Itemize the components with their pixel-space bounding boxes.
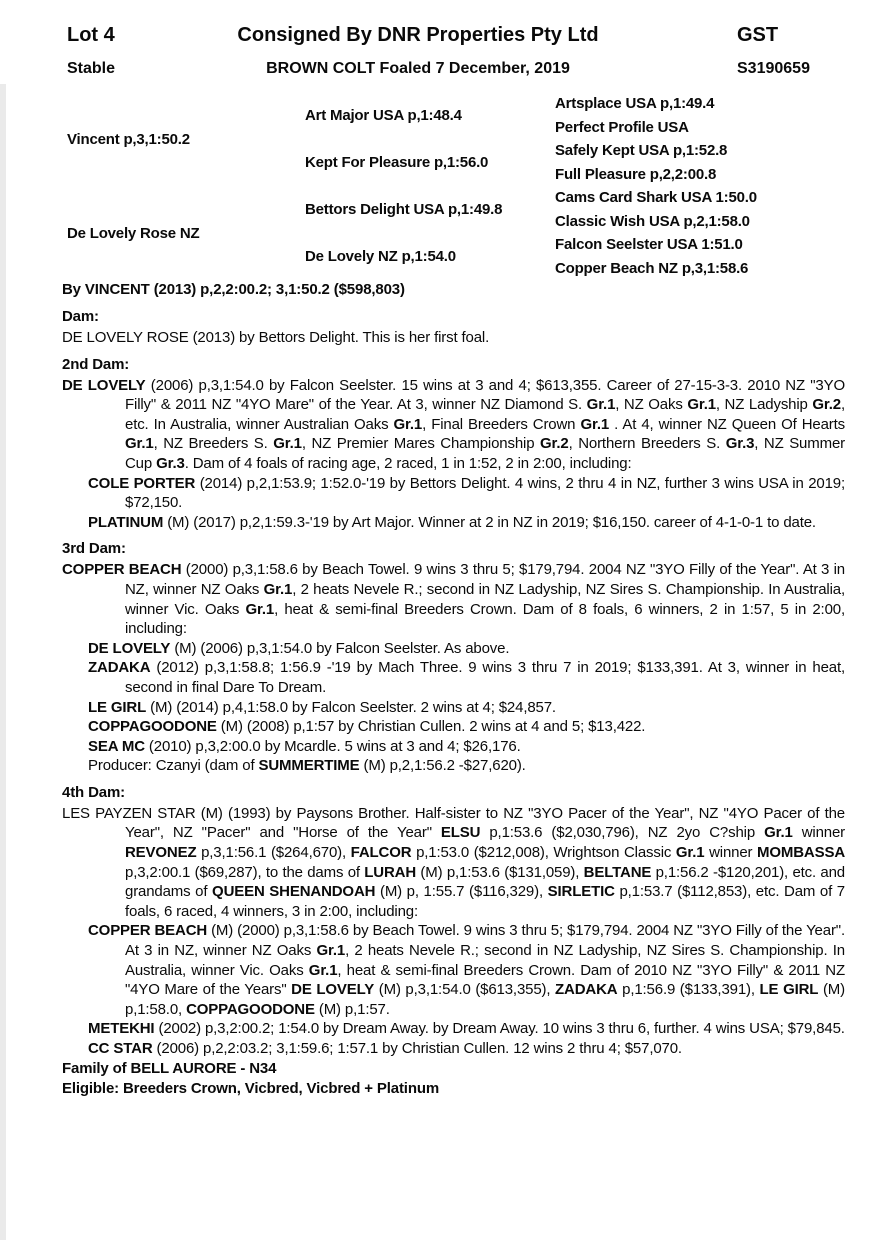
header-row-1 (0, 24, 877, 50)
pedigree-gen1-name: Vincent p,3,1:50.2 (67, 130, 190, 148)
serial-number: S3190659 (737, 60, 810, 77)
dam-section (62, 783, 845, 1059)
pedigree-paragraph: DE LOVELY (2006) p,3,1:54.0 by Falcon Seelster. 15 wins at 3 and 4; $613,355. Career of 27-15-3-3. 2010 NZ "3YO Filly" & 2011 NZ "4YO Mare" of the Year. At 3, winner NZ Diamond S. Gr.1, NZ Oaks Gr.1, NZ Ladyship Gr.2, etc. In Australia, winner Australian Oaks Gr.1, Final Breeders Crown Gr.1 . At 4, winner NZ Queen Of Hearts Gr.1, NZ Breeders S. Gr.1, NZ Premier Mares Championship Gr.2, Northern Breeders S. Gr.3, NZ Summer Cup Gr.3. Dam of 4 foals of racing age, 2 raced, 1 in 1:52, 2 in 2:00, including: (62, 376, 846, 472)
pedigree-gen3-name: Safely Kept USA p,1:52.8 (555, 142, 728, 160)
eligible-line: Eligible: Breeders Crown, Vicbred, Vicbred + Platinum (62, 1079, 440, 1097)
family-line: Family of BELL AURORE - N34 (62, 1059, 277, 1077)
pedigree-gen3-name: Classic Wish USA p,2,1:58.0 (555, 212, 750, 230)
section-heading: 4th Dam: (62, 783, 125, 801)
pedigree-table (67, 92, 861, 280)
pedigree-paragraph: LES PAYZEN STAR (M) (1993) by Paysons Brother. Half-sister to NZ "3YO Pacer of the Year", NZ "4YO Pacer of the Year", NZ "Pacer" and "Horse of the Year" ELSU p,1:53.6 ($2,030,796), NZ 2yo C?ship Gr.1 winner REVONEZ p,3,1:56.1 ($264,670), FALCOR p,1:53.0 ($212,008), Wrightson Classic Gr.1 winner MOMBASSA p,3,2:00.1 ($69,287), to the dams of LURAH (M) p,1:53.6 ($131,059), BELTANE p,1:56.2 -$120,201), etc. and grandams of QUEEN SHENANDOAH (M) p, 1:55.7 ($116,329), SIRLETIC p,1:53.7 ($112,853), etc. Dam of 7 foals, 6 raced, 4 winners, 3 in 2:00, including: (62, 804, 845, 920)
pedigree-paragraph: Producer: Czanyi (dam of SUMMERTIME (M) p,2,1:56.2 -$27,620). (88, 757, 526, 775)
pedigree-paragraph: COPPER BEACH (M) (2000) p,3,1:58.6 by Beach Towel. 9 wins 3 thru 5; $179,794. 2004 NZ "3YO Filly of the Year". At 3 in NZ, winner NZ Oaks Gr.1, 2 heats Nevele R.; second in NZ Ladyship, NZ Sires S. Championship. In Australia, winner Vic. Oaks Gr.1, heat & semi-final Breeders Crown. Dam of 2010 NZ "3YO Filly" & 2011 NZ "4YO Mare of the Years" DE LOVELY (M) p,3,1:54.0 ($613,355), ZADAKA p,1:56.9 ($133,391), LE GIRL (M) p,1:58.0, COPPAGOODONE (M) p,1:57. (88, 922, 846, 1018)
pedigree-paragraph: COPPER BEACH (2000) p,3,1:58.6 by Beach Towel. 9 wins 3 thru 5; $179,794. 2004 NZ "3YO Filly of the Year". At 3 in NZ, winner NZ Oaks Gr.1, 2 heats Nevele R.; second in NZ Ladyship, NZ Sires S. Championship. In Australia, winner Vic. Oaks Gr.1, heat & semi-final Breeders Crown. Dam of 8 foals, 6 winners, 2 in 1:57, 5 in 2:00, including: (62, 561, 845, 638)
pedigree-gen3-name: Copper Beach NZ p,3,1:58.6 (555, 259, 749, 277)
pedigree-paragraph: ZADAKA (2012) p,3,1:58.8; 1:56.9 -'19 by Mach Three. 9 wins 3 thru 7 in 2019; $133,391. At 3, winner in heat, second in final Dare To Dream. (88, 659, 845, 696)
dam-section (62, 355, 845, 533)
stable-label: Stable (67, 60, 116, 77)
pedigree-gen2-name: Kept For Pleasure p,1:56.0 (305, 154, 489, 171)
pedigree-paragraph: DE LOVELY (M) (2006) p,3,1:54.0 by Falcon Seelster. As above. (88, 639, 510, 657)
scan-edge-artifact (0, 84, 6, 1240)
foal-description: BROWN COLT Foaled 7 December, 2019 (266, 60, 570, 77)
pedigree-gen3-name: Artsplace USA p,1:49.4 (555, 95, 715, 113)
pedigree-paragraph: PLATINUM (M) (2017) p,2,1:59.3-'19 by Art Major. Winner at 2 in NZ in 2019; $16,150. career of 4-1-0-1 to date. (88, 513, 816, 531)
pedigree-gen3-name: Cams Card Shark USA 1:50.0 (555, 189, 757, 207)
pedigree-gen3-name: Full Pleasure p,2,2:00.8 (555, 165, 717, 183)
lot-number: Lot 4 (67, 24, 115, 46)
gst-label: GST (737, 24, 779, 46)
pedigree-paragraph: DE LOVELY ROSE (2013) by Bettors Delight. This is her first foal. (62, 329, 490, 346)
section-heading: 3rd Dam: (62, 540, 126, 558)
pedigree-paragraph: COPPAGOODONE (M) (2008) p,1:57 by Christian Cullen. 2 wins at 4 and 5; $13,422. (88, 718, 646, 736)
dam-section (62, 307, 845, 348)
pedigree-paragraph: COLE PORTER (2014) p,2,1:53.9; 1:52.0-'19 by Bettors Delight. 4 wins, 2 thru 4 in NZ, further 3 wins USA in 2019; $72,150. (88, 474, 845, 512)
produce-record (62, 280, 845, 1099)
section-heading: Dam: (62, 308, 99, 325)
pedigree-paragraph: LE GIRL (M) (2014) p,4,1:58.0 by Falcon Seelster. 2 wins at 4; $24,857. (88, 698, 556, 716)
sire-byline: By VINCENT (2013) p,2,2:00.2; 3,1:50.2 ($598,803) (62, 281, 405, 298)
consignor-title: Consigned By DNR Properties Pty Ltd (237, 24, 599, 46)
pedigree-gen2-name: De Lovely NZ p,1:54.0 (305, 248, 456, 265)
pedigree-gen2-name: Art Major USA p,1:48.4 (305, 107, 462, 124)
section-heading: 2nd Dam: (62, 355, 130, 373)
header-row-2 (0, 60, 877, 86)
pedigree-gen1-name: De Lovely Rose NZ (67, 224, 200, 242)
pedigree-paragraph: CC STAR (2006) p,2,2:03.2; 3,1:59.6; 1:57.1 by Christian Cullen. 12 wins 2 thru 4; $57,070. (88, 1040, 682, 1057)
pedigree-gen3-name: Falcon Seelster USA 1:51.0 (555, 236, 743, 254)
dam-section (62, 539, 845, 776)
pedigree-paragraph: METEKHI (2002) p,3,2:00.2; 1:54.0 by Dream Away. by Dream Away. 10 wins 3 thru 6, further. 4 wins USA; $79,845. (88, 1020, 845, 1038)
dam-sections (62, 307, 845, 1059)
pedigree-gen2-name: Bettors Delight USA p,1:49.8 (305, 201, 503, 218)
pedigree-paragraph: SEA MC (2010) p,3,2:00.0 by Mcardle. 5 wins at 3 and 4; $26,176. (88, 737, 521, 755)
pedigree-gen3-name: Perfect Profile USA (555, 118, 689, 136)
